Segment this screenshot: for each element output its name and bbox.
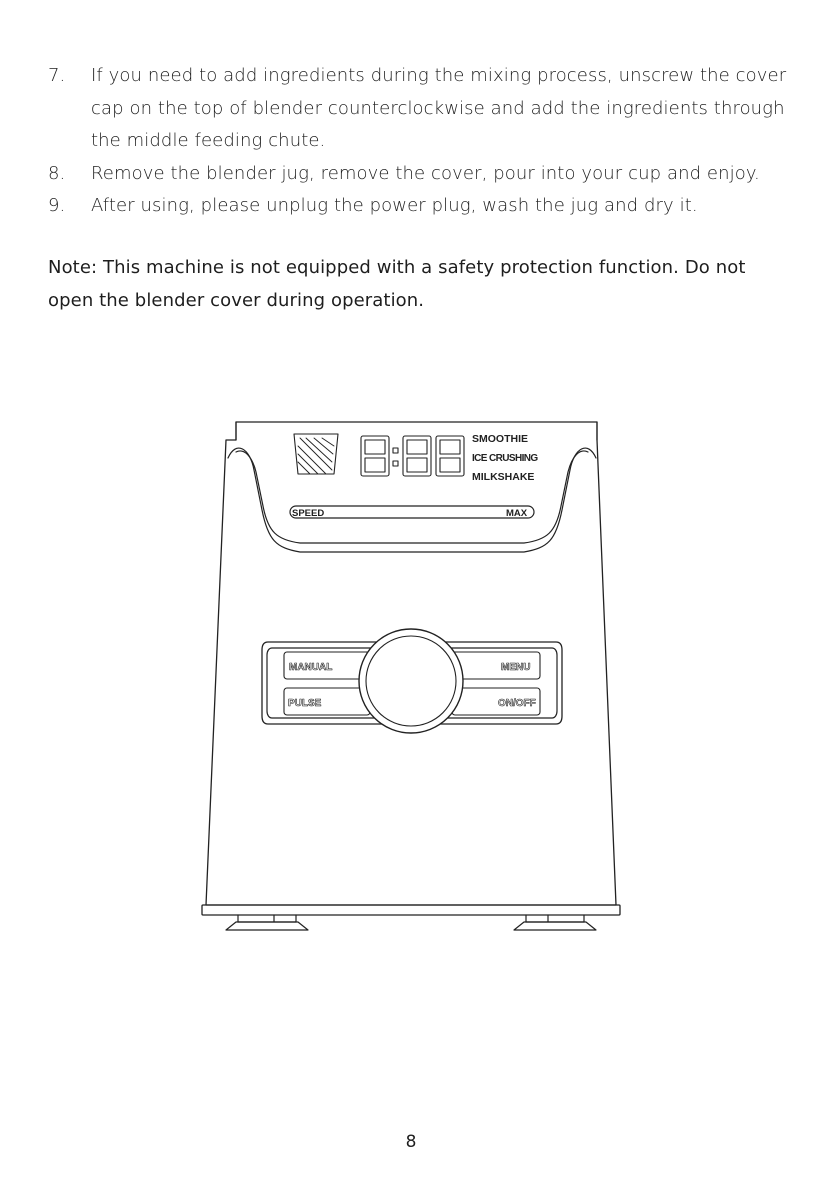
page-number: 8 <box>405 1132 417 1152</box>
instruction-list <box>48 60 788 223</box>
menu-button[interactable] <box>452 652 540 679</box>
jug-icon <box>294 434 338 474</box>
instruction-text: After using, please unplug the power plug, wash the jug and dry it. <box>91 195 698 216</box>
safety-note: Note: This machine is not equipped with a safety protection function. Do not open the blender cover during operation. <box>48 257 746 311</box>
top-collar <box>236 422 597 440</box>
on-off-button[interactable] <box>452 688 540 715</box>
time-display <box>361 436 464 476</box>
speed-bar <box>290 506 534 519</box>
instruction-text: If you need to add ingredients during the mixing process, unscrew the cover cap on the top of blender counterclockwise and add the ingredients through the middle feeding chute. <box>91 65 787 151</box>
instruction-number: 7. <box>48 65 66 86</box>
max-label: MAX <box>506 508 528 519</box>
speed-dial[interactable] <box>359 629 463 733</box>
instruction-item <box>48 158 788 191</box>
pulse-button[interactable] <box>284 688 370 715</box>
instruction-number: 9. <box>48 195 66 216</box>
manual-button[interactable] <box>284 652 370 679</box>
instruction-item <box>48 60 788 158</box>
instruction-item <box>48 190 788 223</box>
speed-label: SPEED <box>292 508 325 519</box>
blender-base-illustration <box>0 400 822 960</box>
mode-label-ice-crushing: ICE CRUSHING <box>472 453 538 464</box>
on-off-button-label: ON/OFF <box>498 698 536 709</box>
instruction-number: 8. <box>48 162 66 184</box>
menu-button-label: MENU <box>501 662 531 673</box>
pulse-button-label: PULSE <box>288 698 322 709</box>
instruction-text: Remove the blender jug, remove the cover, pour into your cup and enjoy. <box>91 162 760 184</box>
mode-label-smoothie: SMOOTHIE <box>472 433 529 445</box>
blender-base <box>202 905 620 930</box>
manual-button-label: MANUAL <box>289 662 333 673</box>
mode-label-milkshake: MILKSHAKE <box>472 471 535 483</box>
